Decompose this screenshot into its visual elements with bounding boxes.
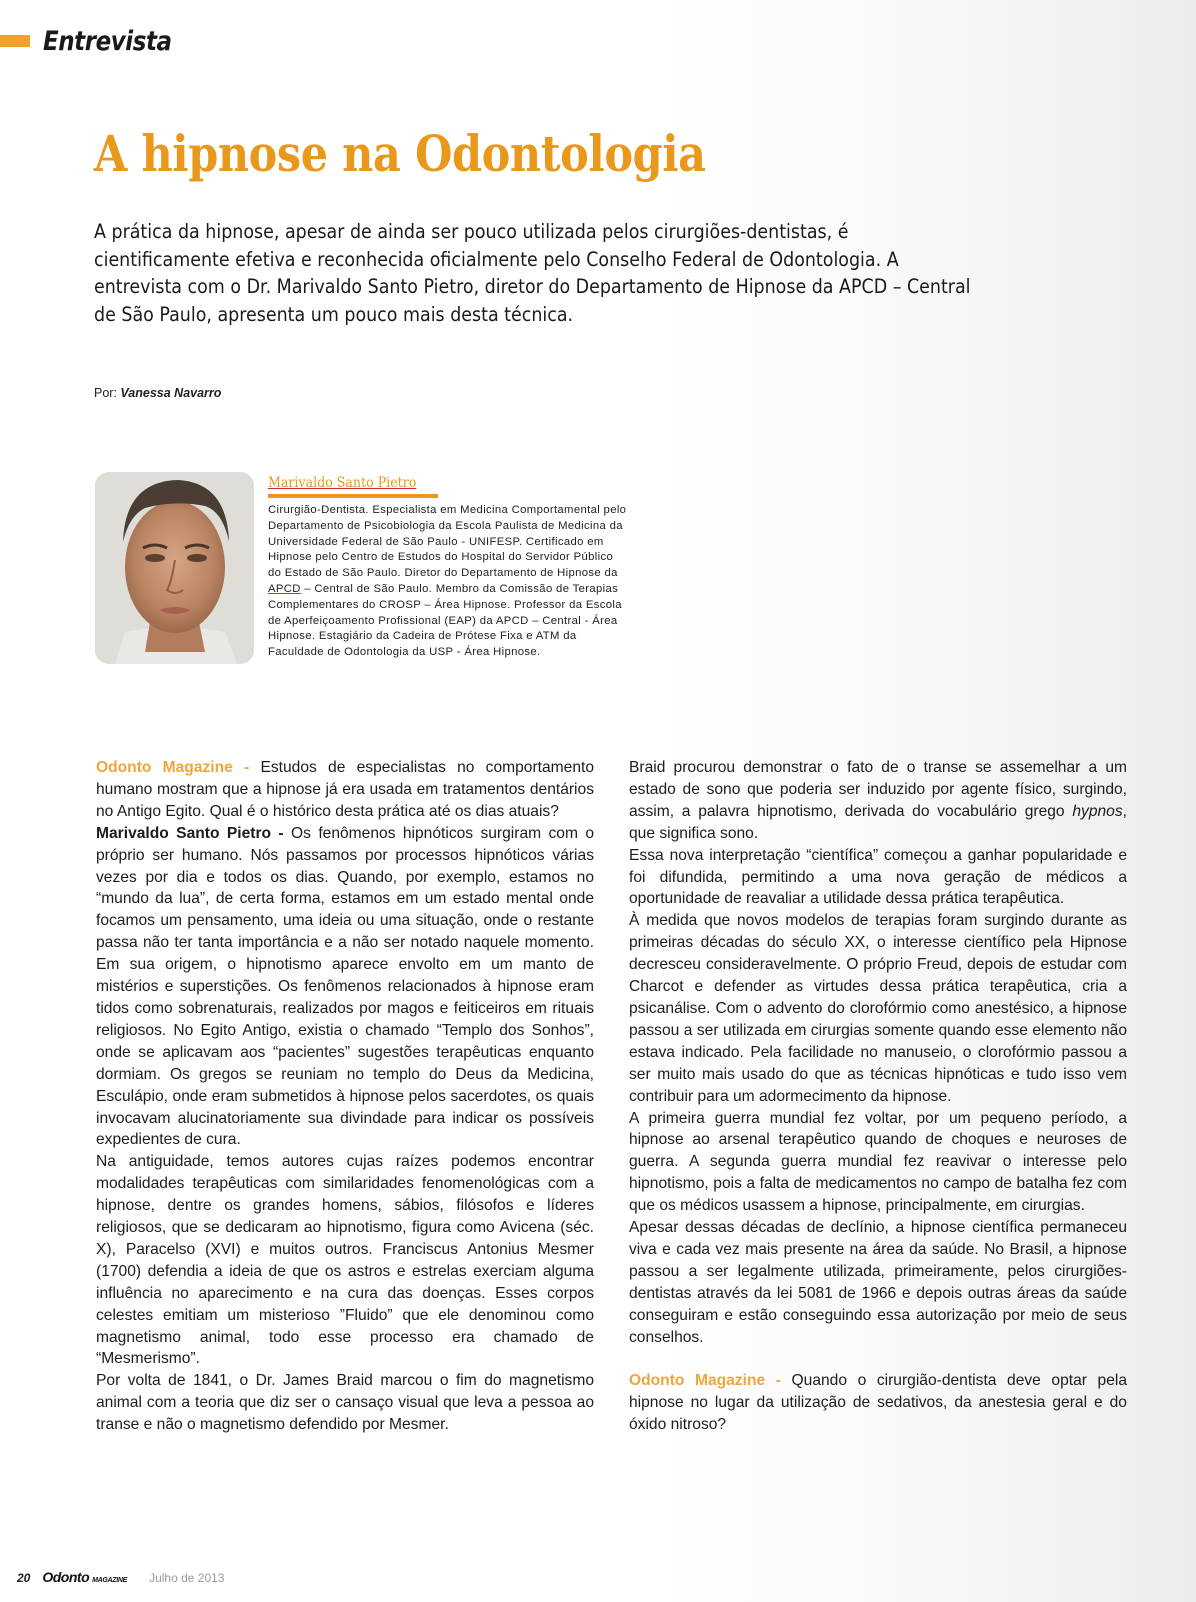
question-text: Estudos de especialistas no comportamento humano mostram que a hipnose já era usada em tratamentos dentários no Antigo Egito. Qual é o histórico desta prática até os dias atuais? <box>96 759 594 820</box>
portrait-image <box>95 472 254 664</box>
profile-photo <box>95 472 254 664</box>
article-column-right <box>629 757 1127 1436</box>
bio-text-marked: APCD <box>268 582 301 595</box>
section-accent-bar <box>0 35 30 47</box>
profile-bio <box>268 474 628 661</box>
profile-name-rule <box>268 494 438 498</box>
bio-text-part: – Central de São Paulo. Membro da Comissão de Terapias Complementares do CROSP – Área Hipnose. Professor da Escola de Aperfeiçoamento Profissional (EAP) da APCD – Central - Área Hipnose. Estagiário da Cadeira de Prótese Fixa e ATM da Faculdade de Odontologia da USP - Área Hipnose. <box>268 582 622 659</box>
profile-name: Marivaldo Santo Pietro <box>268 475 417 491</box>
article-title: A hipnose na Odontologia <box>94 124 706 183</box>
profile-bio-text <box>268 503 628 661</box>
section-tag <box>0 26 194 56</box>
interview-answer <box>96 823 594 1152</box>
byline-author: Vanessa Navarro <box>120 386 222 400</box>
answer-label: Marivaldo Santo Pietro - <box>96 824 284 842</box>
page-footer <box>17 1569 224 1585</box>
magazine-brand-sub: MAGAZINE <box>92 1577 128 1584</box>
answer-paragraph <box>629 757 1127 845</box>
answer-italic-term: hypnos <box>1072 802 1123 820</box>
magazine-brand: Odonto <box>42 1569 90 1585</box>
answer-paragraph: À medida que novos modelos de terapias foram surgindo durante as primeiras décadas do século XX, o interesse científico pela Hipnose decresceu consideravelmente. O próprio Freud, depois de estudar com Charcot e defender as virtudes dessa prática terapêutica, cria a psicanálise. Com o advento do clorofórmio como anestésico, a hipnose passou a ser utilizada em cirurgias somente quando esse elemento não estava indicado. Pela facilidade no manuseio, o clorofórmio passou a ser muito mais usado do que as técnicas hipnóticas e tudo isso vem contribuir para um adormecimento da hipnose. <box>629 912 1127 1105</box>
answer-paragraph: A primeira guerra mundial fez voltar, por um pequeno período, a hipnose ao arsenal terapêutico quando de choques e neuroses de guerra. A segunda guerra mundial fez reavivar o interesse pelo hipnotismo, pois a falta de medicamentos no campo de batalha fez com que os médicos usassem a hipnose, principalmente, em cirurgias. <box>629 1109 1127 1215</box>
answer-paragraph: Na antiguidade, temos autores cujas raízes podemos encontrar modalidades terapêuticas com similaridades fenomenológicas com a hipnose, dentre os grandes homens, sábios, filósofos e líderes religiosos, que se dedicaram ao hipnotismo, figura como Avicena (séc. X), Paracelso (XVI) e muitos outros. Franciscus Antonius Mesmer (1700) defendia a ideia de que os astros e estrelas exerciam alguma influência no aparecimento e na cura das doenças. Esses corpos celestes emitiam um misterioso ”Fluido” que ele denominou como magnetismo animal, todo esse processo era chamado de “Mesmerismo”. <box>96 1153 594 1368</box>
page-number: 20 <box>17 1571 31 1585</box>
section-label: Entrevista <box>43 25 172 57</box>
question-label: Odonto Magazine - <box>629 1372 781 1390</box>
answer-text: Os fenômenos hipnóticos surgiram com o próprio ser humano. Nós passamos por processos hipnóticos várias vezes por dia e todos os dias. Quando, por exemplo, estamos no “mundo da lua”, de certa forma, estamos em um estado mental onde focamos um pensamento, uma ideia ou uma situação, onde o restante passa não ter tanta importância e a não ser notado naquele momento. Em sua origem, o hipnotismo aparece envolto em um manto de mistérios e superstições. Os fenômenos relacionados à hipnose eram tidos como sobrenaturais, realizados por magos e feiticeiros em rituais religiosos. No Egito Antigo, existia o chamado “Templo dos Sonhos”, onde se aplicavam aos “pacientes” sugestões terapêuticas enquanto dormiam. Os gregos se reuniam no templo do Deus da Medicina, Esculápio, onde eram submetidos à hipnose pelos sacerdotes, os quais invocavam alucinatoriamente sua divindade para indicar os possíveis expedientes de cura. <box>96 824 595 1149</box>
issue-date: Julho de 2013 <box>149 1571 225 1585</box>
article-lead: A prática da hipnose, apesar de ainda ser pouco utilizada pelos cirurgiões-dentistas, é cientificamente efetiva e reconhecida oficialmente pelo Conselho Federal de Odontologia. A entrevista com o Dr. Marivaldo Santo Pietro, diretor do Departamento de Hipnose da APCD – Central de São Paulo, apresenta um pouco mais desta técnica. <box>94 220 971 326</box>
answer-paragraph: Por volta de 1841, o Dr. James Braid marcou o fim do magnetismo animal com a teoria que diz ser o cansaço visual que leva a pessoa ao transe e não o magnetismo defendido por Mesmer. <box>96 1372 594 1434</box>
bio-text-part: Cirurgião-Dentista. Especialista em Medicina Comportamental pelo Departamento de Psicobiologia da Escola Paulista de Medicina da Universidade Federal de São Paulo - UNIFESP. Certificado em Hipnose pelo Centro de Estudos do Hospital do Servidor Público do Estado de São Paulo. Diretor do Departamento de Hipnose da <box>268 504 627 580</box>
answer-paragraph: Apesar dessas décadas de declínio, a hipnose científica permaneceu viva e cada vez mais presente na área da saúde. No Brasil, a hipnose passou a ser legalmente utilizada, primeiramente, pelos cirurgiões-dentistas através da lei 5081 de 1966 e depois outras áreas da saúde conseguiram e estão conseguindo essa autorização por meio de seus conselhos. <box>629 1219 1127 1346</box>
byline <box>94 386 221 400</box>
answer-text: Braid procurou demonstrar o fato de o transe se assemelhar a um estado de sono que poderia ser induzido por agente físico, surgindo, assim, a palavra hipnotismo, derivada do vocabulário grego <box>629 759 1127 820</box>
answer-paragraph: Essa nova interpretação “científica” começou a ganhar popularidade e foi difundida, permitindo a uma nova geração de médicos a oportunidade de reavaliar a utilidade dessa prática terapêutica. <box>629 846 1127 908</box>
interview-question <box>96 757 594 823</box>
article-column-left <box>96 757 594 1436</box>
answer-text: , que significa sono. <box>629 802 1127 842</box>
interview-question <box>629 1370 1127 1436</box>
byline-prefix: Por: <box>94 386 117 400</box>
question-label: Odonto Magazine - <box>96 759 250 776</box>
question-text: Quando o cirurgião-dentista deve optar pela hipnose no lugar da utilização de sedativos, da anestesia geral e do óxido nitroso? <box>629 1372 1127 1434</box>
